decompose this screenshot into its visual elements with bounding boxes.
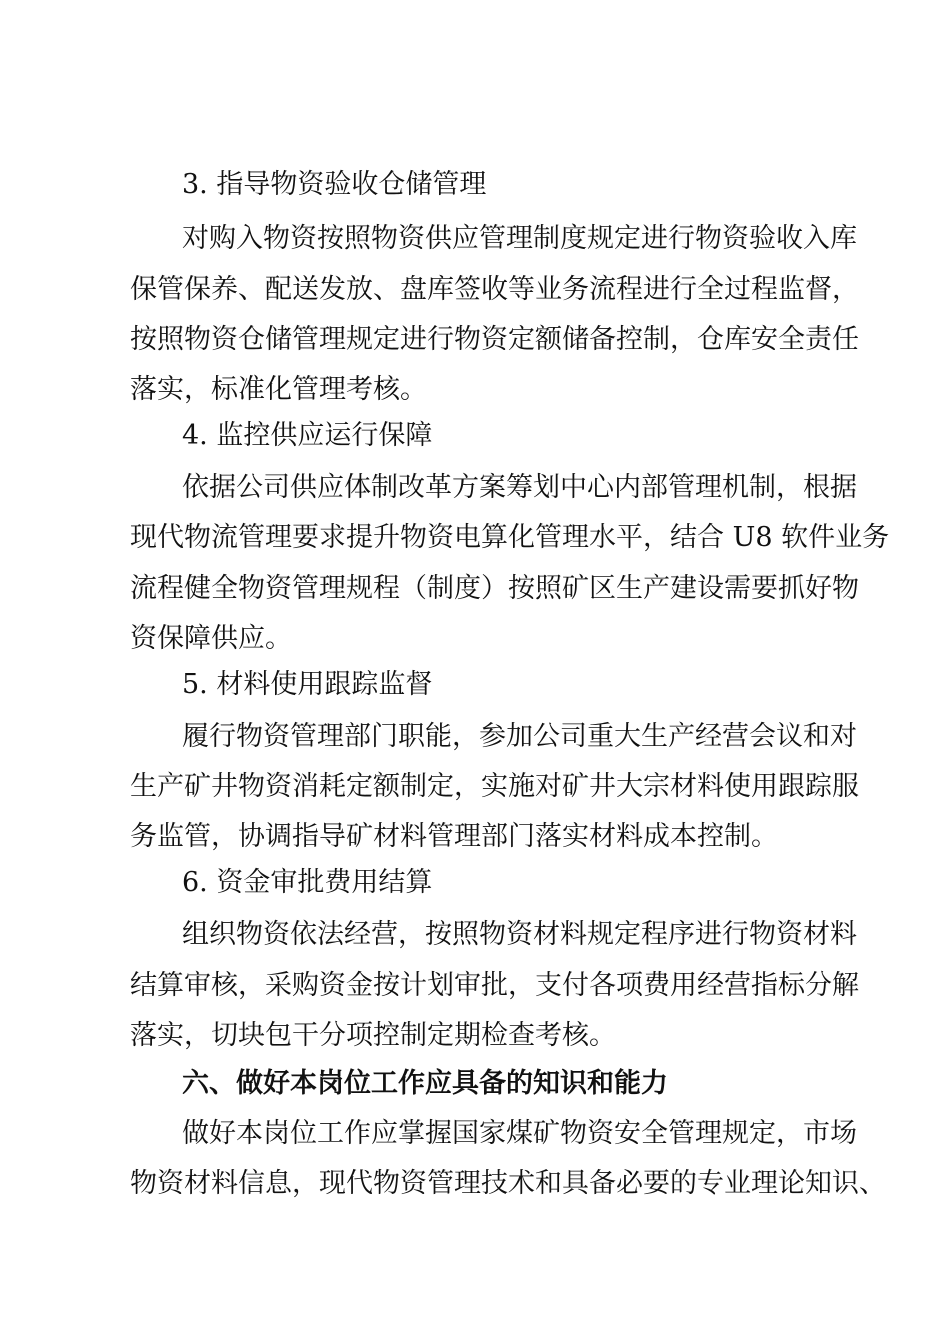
chapter-6-heading: 六、做好本岗位工作应具备的知识和能力 — [182, 1068, 668, 1099]
paragraph-line: 依据公司供应体制改革方案筹划中心内部管理机制，根据 — [182, 472, 857, 503]
paragraph-line: 按照物资仓储管理规定进行物资定额储备控制，仓库安全责任 — [130, 324, 859, 355]
paragraph-line: 生产矿井物资消耗定额制定，实施对矿井大宗材料使用跟踪服 — [130, 771, 859, 802]
paragraph-line: 资保障供应。 — [130, 623, 292, 654]
section-4-title: 4. 监控供应运行保障 — [182, 420, 433, 451]
paragraph-line: 保管保养、配送发放、盘库签收等业务流程进行全过程监督， — [130, 274, 859, 305]
paragraph-line: 对购入物资按照物资供应管理制度规定进行物资验收入库 — [182, 223, 857, 254]
section-6-title: 6. 资金审批费用结算 — [182, 867, 433, 898]
paragraph-line: 履行物资管理部门职能，参加公司重大生产经营会议和对 — [182, 721, 857, 752]
paragraph-line: 落实，切块包干分项控制定期检查考核。 — [130, 1020, 616, 1051]
paragraph-line: 物资材料信息，现代物资管理技术和具备必要的专业理论知识、 — [130, 1168, 886, 1199]
paragraph-line: 流程健全物资管理规程（制度）按照矿区生产建设需要抓好物 — [130, 573, 859, 604]
paragraph-line: 落实，标准化管理考核。 — [130, 374, 427, 405]
paragraph-line: 结算审核，采购资金按计划审批，支付各项费用经营指标分解 — [130, 970, 859, 1001]
paragraph-line: 做好本岗位工作应掌握国家煤矿物资安全管理规定，市场 — [182, 1118, 857, 1149]
paragraph-line: 务监管，协调指导矿材料管理部门落实材料成本控制。 — [130, 821, 778, 852]
paragraph-line: 组织物资依法经营，按照物资材料规定程序进行物资材料 — [182, 919, 857, 950]
paragraph-line: 现代物流管理要求提升物资电算化管理水平，结合 U8 软件业务 — [130, 522, 890, 553]
section-5-title: 5. 材料使用跟踪监督 — [182, 669, 433, 700]
section-3-title: 3. 指导物资验收仓储管理 — [182, 169, 487, 200]
